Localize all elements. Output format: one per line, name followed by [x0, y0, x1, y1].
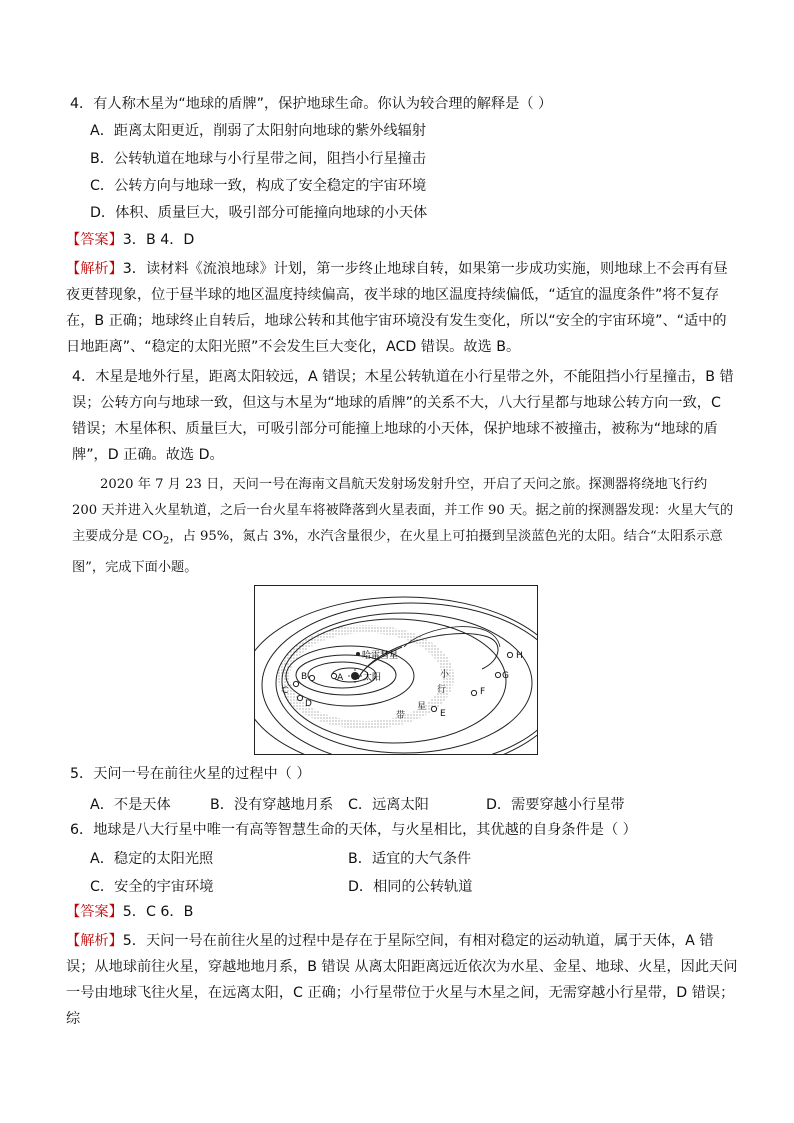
answer-tag-2: 【答案】 [66, 904, 123, 920]
comet-marker [356, 652, 360, 656]
analysis-5-text: 5．天问一号在前往火星的过程中是存在于星际空间，有相对稳定的运动轨道，属于天体，A 错误；从地球前往火星，穿越地地月系，B 错误 从离太阳距离远近依次为水星、金星、地球、火星，因此天问一号由地球飞往火星，在远离太阳，C 正确；小行星带位于火星与木星之间，无需穿越小行星带，D 错误；综 [66, 933, 738, 1027]
analysis-tag: 【解析】 [66, 261, 123, 277]
analysis-3-text: 3．读材料《流浪地球》计划，第一步终止地球自转，如果第一步成功实施，则地球上不会再有昼夜更替现象，位于昼半球的地区温度持续偏高，夜半球的地区温度持续偏低，“适宜的温度条件”将不复存在，B 正确；地球终止自转后，地球公转和其他宇宙环境没有发生变化，所以“安全的宇宙环境”、“适中的日地距离”、“稳定的太阳光照”不会发生巨大变化，ACD 错误。故选 B。 [66, 261, 728, 355]
sun-label: 太阳 [363, 673, 382, 683]
planet-g-marker [495, 672, 500, 677]
sun-icon [351, 672, 359, 680]
answer-text-2: 5．C 6．B [122, 904, 194, 920]
planet-e-label: E [440, 709, 446, 719]
comet-label: 哈雷彗星 [362, 651, 399, 661]
question-4-option-a: A．距离太阳更近，削弱了太阳射向地球的紫外线辐射 [90, 123, 427, 139]
passage-part-1: 2020 年 7 月 23 日，天问一号在海南文昌航天发射场发射升空，开启了天问之旅。探测器将绕地飞行约 200 天并进入火星轨道，之后一台火星车将被降落到火星表面，并工作 90 天。据之前的探测器发现：火星大气的主要成分是 CO [72, 477, 734, 544]
question-4-option-b: B．公转轨道在地球与小行星带之间，阻挡小行星撞击 [90, 151, 427, 167]
question-4-option-d: D．体积、质量巨大，吸引部分可能撞向地球的小天体 [90, 205, 428, 221]
reading-passage [72, 472, 736, 581]
question-4-option-c: C．公转方向与地球一致，构成了安全稳定的宇宙环境 [90, 178, 427, 194]
belt-label-char-2: 行 [437, 685, 447, 695]
planet-c-marker [293, 681, 298, 686]
planet-f-label: F [480, 687, 486, 697]
question-5-stem: 5．天问一号在前往火星的过程中（ ） [70, 766, 311, 782]
passage-part-2: ，占 95%，氮占 3%，水汽含量很少，在火星上可拍摄到呈淡蓝色光的太阳。结合“太阳系示意图”，完成下面小题。 [72, 529, 723, 575]
answer-block-2 [66, 902, 193, 922]
question-5-option-c: C．远离太阳 [348, 797, 429, 813]
question-4-stem: 4．有人称木星为“地球的盾牌”，保护地球生命。你认为较合理的解释是（ ） [70, 96, 553, 112]
question-5-option-a: A．不是天体 [90, 797, 171, 813]
question-5-option-d: D．需要穿越小行星带 [486, 797, 625, 813]
planet-h-marker [507, 652, 512, 657]
answer-text: 3．B 4．D [122, 232, 195, 248]
solar-system-diagram [254, 585, 538, 755]
planet-d-label: D [305, 699, 312, 709]
belt-label-char-1: 小 [440, 670, 450, 680]
analysis-4: 4．木星是地外行星，距离太阳较远，A 错误；木星公转轨道在小行星带之外，不能阻挡小行星撞击，B 错误；公转方向与地球一致，但这与木星为“地球的盾牌”的关系不大，八大行星都与地球公转方向一致，C 错误；木星体积、质量巨大，可吸引部分可能撞上地球的小天体，保护地球不被撞击，被称为“地球的盾牌”，D 正确。故选 D。 [72, 369, 734, 463]
question-6-option-c: C．安全的宇宙环境 [90, 879, 214, 895]
planet-f-marker [471, 690, 476, 695]
belt-label-char-4: 带 [396, 711, 406, 721]
question-6-option-d: D．相同的公转轨道 [348, 879, 473, 895]
planet-b-marker [309, 675, 314, 680]
planet-h-label: H [516, 651, 523, 661]
question-5-option-b: B．没有穿越地月系 [210, 797, 334, 813]
analysis-tag-2: 【解析】 [66, 933, 123, 949]
question-6-option-a: A．稳定的太阳光照 [90, 851, 214, 867]
planet-b-label: B [301, 672, 308, 682]
analysis-3 [66, 256, 738, 360]
belt-label-char-3: 星 [417, 702, 427, 712]
planet-d-marker [297, 695, 302, 700]
question-6-stem: 6．地球是八大行星中唯一有高等智慧生命的天体，与火星相比，其优越的自身条件是（ ） [70, 822, 637, 838]
answer-tag: 【答案】 [66, 232, 123, 248]
planet-g-label: G [502, 671, 509, 681]
analysis-5 [66, 928, 738, 1032]
passage-subscript: 2 [163, 535, 170, 547]
planet-c-label: C [282, 686, 289, 696]
question-6-option-b: B．适宜的大气条件 [348, 851, 472, 867]
planet-a-label: A [337, 673, 344, 683]
answer-block-1 [66, 230, 194, 250]
planet-a-marker [331, 673, 336, 678]
planet-e-marker [431, 706, 436, 711]
